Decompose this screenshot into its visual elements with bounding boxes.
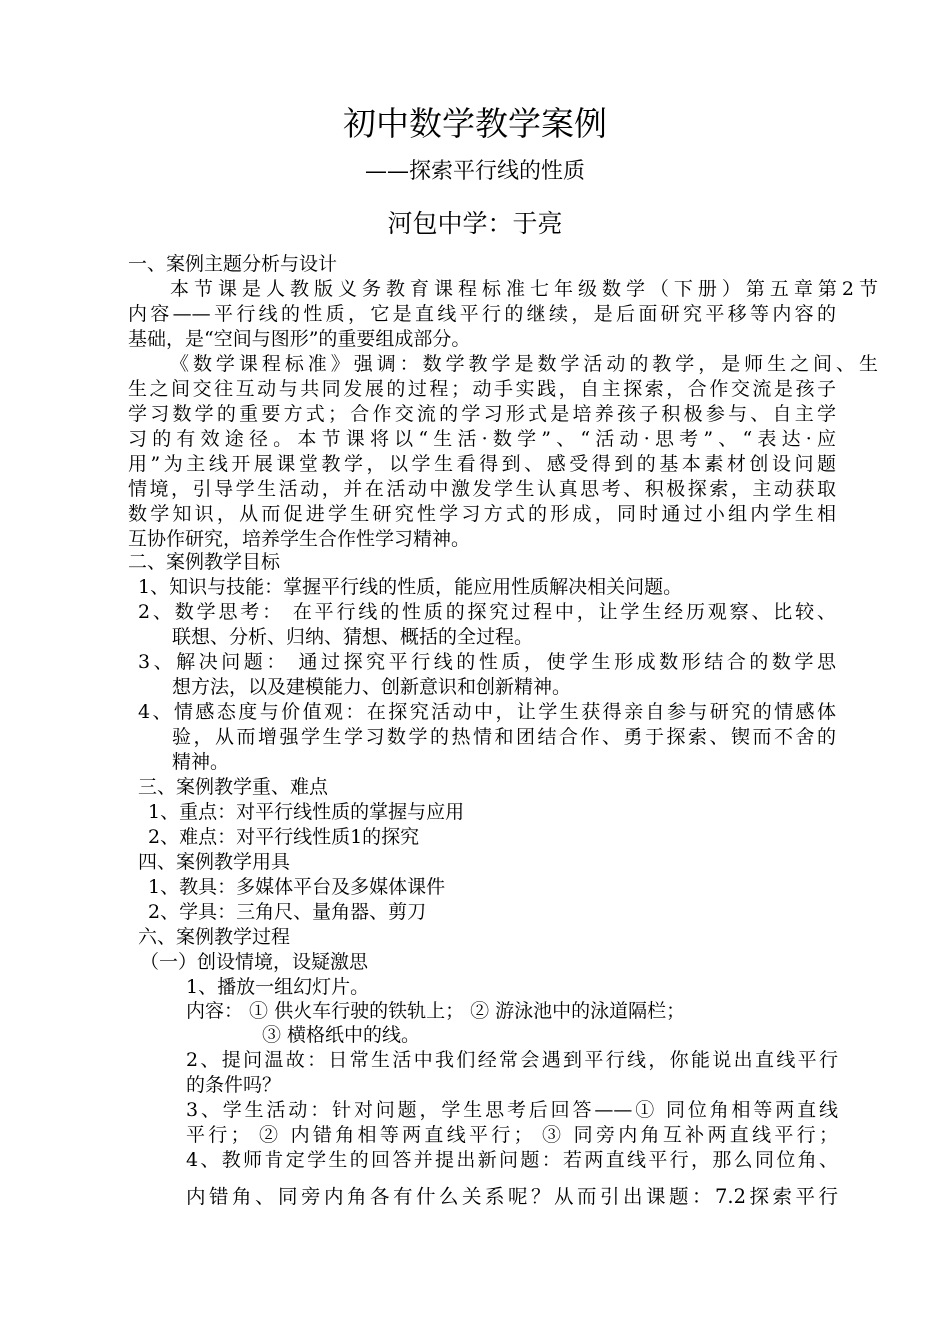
step-item: 内容： ① 供火车行驶的铁轨上； ② 游泳池中的泳道隔栏； — [186, 1000, 686, 1022]
list-item: 3、解决问题： 通过探究平行线的性质，使学生形成数形结合的数学思 — [138, 651, 836, 673]
list-item: 1、重点：对平行线性质的掌握与应用 — [148, 801, 465, 823]
step-item: 内错角、同旁内角各有什么关系呢？从而引出课题：7.2探索平行 — [186, 1185, 838, 1208]
step-item: 平行； ② 内错角相等两直线平行； ③ 同旁内角互补两直线平行； — [186, 1124, 838, 1146]
section-heading: 三、案例教学重、难点 — [138, 776, 329, 798]
list-item: 联想、分析、归纳、猜想、概括的全过程。 — [172, 626, 534, 648]
step-item: 3、学生活动：针对问题，学生思考后回答——① 同位角相等两直线 — [186, 1099, 838, 1121]
step-item: ③ 横格纸中的线。 — [262, 1024, 421, 1046]
list-item: 2、难点：对平行线性质1的探究 — [148, 826, 420, 848]
step-item: 2、提问温故：日常生活中我们经常会遇到平行线，你能说出直线平行 — [186, 1049, 838, 1071]
author-line: 河包中学：于亮 — [387, 209, 563, 238]
list-item: 验，从而增强学生学习数学的热情和团结合作、勇于探索、锲而不舍的 — [172, 726, 836, 748]
section-heading: 六、案例教学过程 — [138, 926, 291, 948]
paragraph-line: 基础，是“空间与图形”的重要组成部分。 — [128, 328, 471, 350]
list-item: 1、知识与技能：掌握平行线的性质，能应用性质解决相关问题。 — [138, 576, 683, 598]
paragraph-line: 习的有效途径。本节课将以“生活·数学”、“活动·思考”、“表达·应 — [128, 428, 836, 450]
paragraph-line: 生之间交往互动与共同发展的过程；动手实践，自主探索，合作交流是孩子 — [128, 378, 836, 400]
list-item: 想方法，以及建模能力、创新意识和创新精神。 — [172, 676, 572, 698]
paragraph-line: 数学知识，从而促进学生研究性学习方式的形成，同时通过小组内学生相 — [128, 503, 836, 525]
paragraph-line: 本节课是人教版义务教育课程标准七年级数学（下册）第五章第2节 — [170, 278, 878, 300]
subsection-heading: （一）创设情境，设疑激思 — [140, 951, 369, 973]
list-item: 精神。 — [172, 751, 230, 773]
paragraph-line: 学习数学的重要方式；合作交流的学习形式是培养孩子积极参与、自主学 — [128, 403, 836, 425]
section-heading: 二、案例教学目标 — [128, 551, 281, 573]
step-item: 的条件吗？ — [186, 1074, 282, 1096]
list-item: 2、数学思考： 在平行线的性质的探究过程中，让学生经历观察、比较、 — [138, 601, 836, 623]
paragraph-line: 用”为主线开展课堂教学，以学生看得到、感受得到的基本素材创设问题 — [128, 453, 836, 475]
paragraph-line: 《数学课程标准》强调：数学教学是数学活动的教学，是师生之间、生 — [170, 353, 878, 375]
list-item: 1、教具：多媒体平台及多媒体课件 — [148, 876, 446, 898]
section-heading: 四、案例教学用具 — [138, 851, 291, 873]
step-item: 4、教师肯定学生的回答并提出新问题：若两直线平行，那么同位角、 — [186, 1149, 838, 1171]
document-title: 初中数学教学案例 — [343, 104, 607, 143]
list-item: 2、学具：三角尺、量角器、剪刀 — [148, 901, 427, 923]
step-item: 1、播放一组幻灯片。 — [186, 976, 370, 998]
document-subtitle: ——探索平行线的性质 — [364, 159, 585, 184]
paragraph-line: 情境，引导学生活动，并在活动中激发学生认真思考、积极探索，主动获取 — [128, 478, 836, 500]
paragraph-line: 内容——平行线的性质，它是直线平行的继续，是后面研究平移等内容的 — [128, 303, 836, 325]
paragraph-line: 互协作研究，培养学生合作性学习精神。 — [128, 528, 471, 550]
section-heading: 一、案例主题分析与设计 — [128, 253, 338, 275]
list-item: 4、情感态度与价值观：在探究活动中，让学生获得亲自参与研究的情感体 — [138, 701, 836, 723]
